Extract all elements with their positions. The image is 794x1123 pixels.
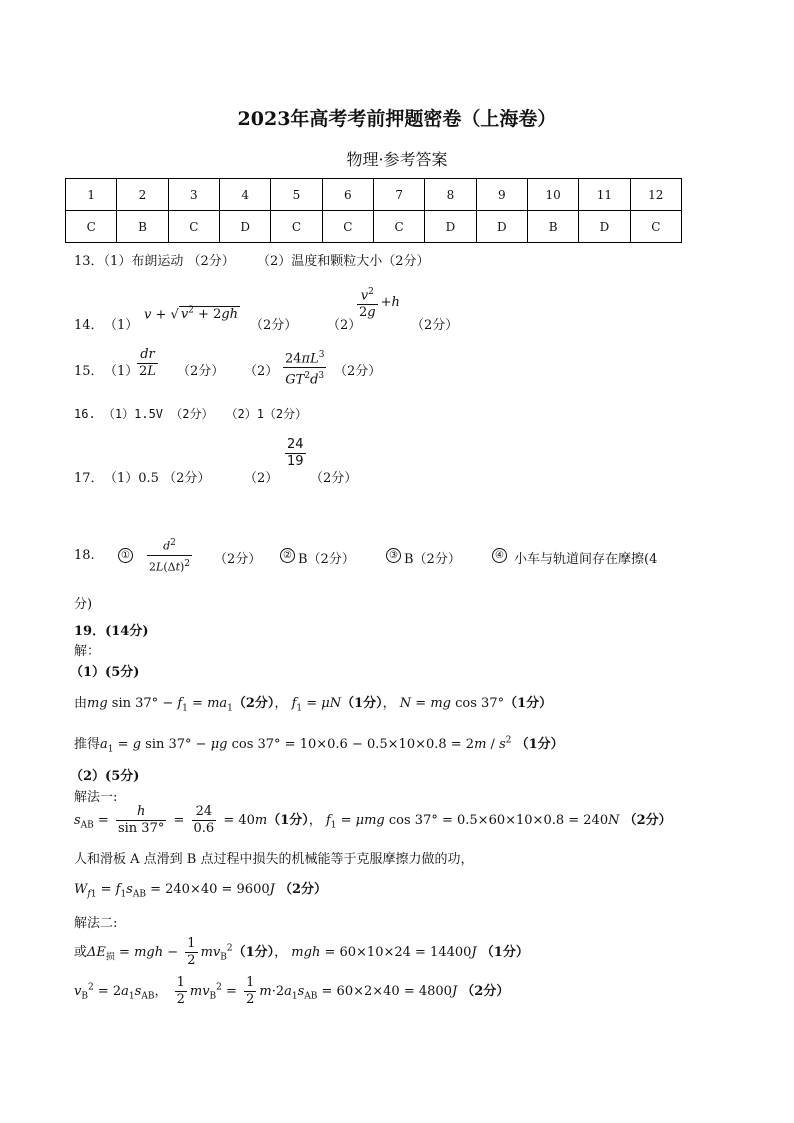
equation-4: $W_{f1} = f_1s_{AB} = 240\times 40 = 9600J$ （2分） [74, 882, 328, 900]
part-4: 小车与轨道间存在摩擦(4 [514, 552, 658, 567]
part-2-label: （2） [327, 318, 362, 333]
table-cell: 1 [66, 179, 117, 211]
table-cell: B [117, 211, 168, 243]
table-cell: D [476, 211, 527, 243]
question-number: 18. [74, 548, 95, 563]
formula-14-2: $\frac{v^2}{2g}$ +h [359, 287, 400, 321]
part-2-score: （2分） [334, 364, 382, 379]
score: （2分） [623, 813, 672, 828]
explanation-text: 人和滑板 A 点滑到 B 点过程中损失的机械能等于克服摩擦力做的功， [74, 852, 474, 867]
equation-5: 或$\Delta E_损$ = mgh − $\frac{1}{2}$ $mv_B^2(1$分）， mgh = 60×10×24 = 14400J （1分） [74, 936, 529, 968]
table-cell: 7 [373, 179, 424, 211]
table-cell: 11 [579, 179, 630, 211]
equation-6: $v_B^2 = 2a_1s_{AB}$， $\frac{1}{2}$ $mv_B^2$ = $\frac{1}{2}$ $m\cdot 2a_1s_{AB} = 60\times 2\times 40 = 4800J$ （2分） [74, 975, 510, 1007]
table-cell: C [373, 211, 424, 243]
table-cell: D [579, 211, 630, 243]
part-2: B（2分） [298, 552, 355, 567]
table-cell: 10 [527, 179, 578, 211]
formula-15-2: $\frac{24\pi L^3}{GT^2d^3}$ [285, 350, 325, 388]
answer-table-answers-row [66, 211, 682, 243]
circled-number-3: ③ [386, 548, 401, 563]
answer-16: 16. （1）1.5V （2分） （2）1（2分） [74, 407, 308, 421]
table-cell: B [527, 211, 578, 243]
table-cell: 5 [271, 179, 322, 211]
answer-13 [74, 250, 430, 269]
table-cell: C [322, 211, 373, 243]
part-3: B（2分） [404, 552, 461, 567]
part-1-score: （2分） [214, 552, 262, 567]
table-cell: C [168, 211, 219, 243]
part-1-label: （1） [104, 318, 139, 333]
table-cell: 8 [425, 179, 476, 211]
score: （1分） [480, 945, 529, 960]
table-cell: D [425, 211, 476, 243]
part-1-heading: （1）(5分) [70, 665, 140, 680]
question-19-heading: 19．(14分) [74, 624, 149, 639]
part-1: （1）0.5 （2分） [104, 471, 211, 486]
page-title: 2023年高考考前押题密卷（上海卷） [237, 108, 557, 130]
part-2-label: （2） [244, 364, 279, 379]
fraction-24-19 [282, 437, 309, 470]
table-cell: 3 [168, 179, 219, 211]
table-cell: C [630, 211, 681, 243]
score: （1分） [515, 737, 564, 752]
part-1-score: （2分） [250, 318, 298, 333]
fraction-numerator: 24 [287, 437, 304, 452]
circled-number-4: ④ [492, 548, 507, 563]
score: （1分） [232, 945, 275, 960]
question-number: 13． [74, 254, 104, 269]
table-cell: 9 [476, 179, 527, 211]
table-cell: C [66, 211, 117, 243]
answer-part-2: （2）温度和颗粒大小（2分） [257, 254, 430, 269]
question-number: 17． [74, 471, 104, 486]
answer-table-numbers-row [66, 179, 682, 211]
part-1-score: （2分） [177, 364, 225, 379]
score: （2分） [232, 696, 275, 711]
part-1-label: （1） [104, 364, 139, 379]
page-subtitle: 物理·参考答案 [346, 150, 448, 169]
formula-18-1: $\frac{d^2}{2L(\Delta t)^2}$ [149, 538, 191, 574]
table-cell: 4 [219, 179, 270, 211]
circled-number-1: ① [118, 548, 133, 563]
score: （2分） [461, 984, 510, 999]
equation-1: 由mg $\sin 37^\circ - f_1 = ma_1(2$分）， $f_1 = \mu N(1$分）， N = mg cos 37°（1分） [74, 696, 553, 714]
solution-label: 解： [74, 644, 101, 659]
part-2-heading: （2）(5分) [70, 769, 140, 784]
score: （1分） [504, 696, 553, 711]
equation-3: $s_{AB}$ = $\frac{h}{\sin 37^\circ}$ = $\frac{24}{0.6}$ = 40m（1分）， $f_1 = \mu mg$ cos 37° = 0.5×60×10×0.8 = 240N （2分） [74, 804, 672, 836]
method-1-label: 解法一: [74, 790, 118, 805]
table-cell: C [271, 211, 322, 243]
table-cell: 12 [630, 179, 681, 211]
question-number: 15． [74, 364, 104, 379]
part-2-score: （2分） [310, 471, 358, 486]
fraction-denominator: 19 [287, 454, 304, 469]
equation-prefix: 或 [74, 945, 88, 960]
table-cell: 2 [117, 179, 168, 211]
table-cell: 6 [322, 179, 373, 211]
formula-14-1: v + √ $v^2 + 2gh$ [144, 306, 239, 323]
score: （2分） [278, 882, 328, 897]
equation-2: 推得$a_1 = g$ sin 37° − μg $\cos 37^\circ = 10\times 0.6 - 0.5\times 10\times 0.8 = 2m / s^2$ （1分） [74, 735, 564, 755]
answer-part-1: （1）布朗运动 （2分） [103, 254, 235, 269]
question-number: 14． [74, 318, 104, 333]
circled-number-2: ② [280, 548, 295, 563]
score: （1分） [341, 696, 383, 711]
score: （1分） [267, 813, 309, 828]
part-2-score: （2分） [411, 318, 459, 333]
equation-prefix: 推得 [74, 737, 101, 752]
answer-18-continuation: 分) [74, 597, 93, 612]
answer-table [65, 178, 682, 243]
method-2-label: 解法二: [74, 916, 118, 931]
formula-15-1: $\frac{dr}{2L}$ [139, 347, 156, 379]
part-2-label: （2） [244, 471, 279, 486]
table-cell: D [219, 211, 270, 243]
